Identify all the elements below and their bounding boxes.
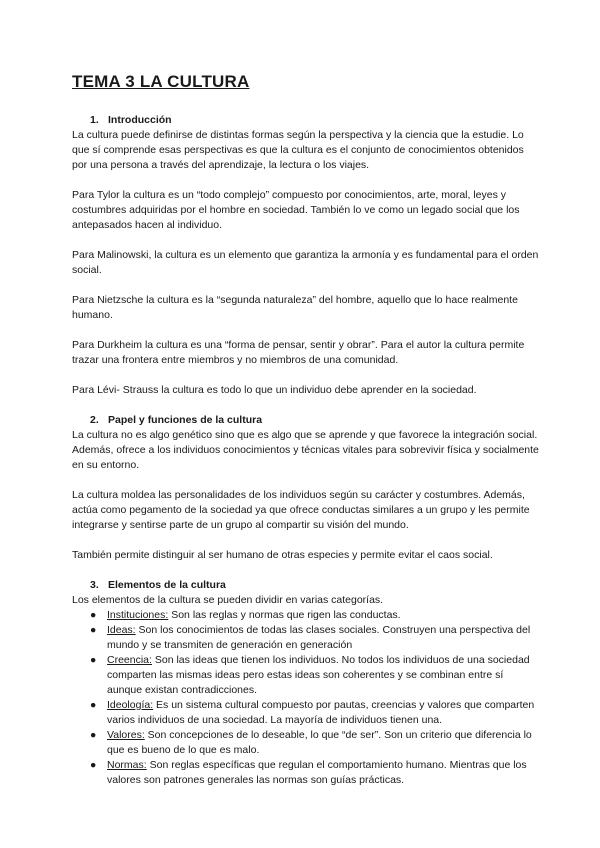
paragraph: Para Durkheim la cultura es una “forma de pensar, sentir y obrar”. Para el autor la cultura permite trazar una frontera entre miembros y no miembros de una comunidad. xyxy=(72,339,525,366)
bullet-icon: ● xyxy=(90,654,97,666)
section-papel-funciones xyxy=(72,413,540,563)
section-number: 2. xyxy=(90,414,99,426)
list-item-term: Instituciones: xyxy=(107,609,169,621)
bullet-icon: ● xyxy=(90,624,97,636)
paragraph: La cultura puede definirse de distintas formas según la perspectiva y la ciencia que la estudie. Lo que sí comprende esas perspectivas es que la cultura es el conjunto de conocimientos obtenidos por una persona a través del aprendizaje, la lectura o los viajes. xyxy=(72,129,524,171)
section-number: 1. xyxy=(90,114,99,126)
document-title: TEMA 3 LA CULTURA xyxy=(72,72,250,91)
section-heading-text: Introducción xyxy=(108,114,172,126)
list-item-term: Normas: xyxy=(107,759,147,771)
bullet-icon: ● xyxy=(90,699,97,711)
list-item xyxy=(90,728,540,758)
list-item-text: Son los conocimientos de todas las clases sociales. Construyen una perspectiva del mundo y se transmiten de generación en generación xyxy=(107,624,531,651)
paragraph: También permite distinguir al ser humano de otras especies y permite evitar el caos social. xyxy=(72,549,493,561)
list-item-text: Son las ideas que tienen los individuos. No todos los individuos de una sociedad comparten las mismas ideas pero estas ideas son coherentes y se combinan entre sí aunque existan contradicciones. xyxy=(107,654,530,696)
list-item xyxy=(90,608,540,623)
list-item-term: Ideas: xyxy=(107,624,136,636)
list-item-term: Valores: xyxy=(107,729,145,741)
section-heading xyxy=(72,578,540,593)
section-heading-text: Elementos de la cultura xyxy=(108,579,226,591)
list-item-term: Ideología: xyxy=(107,699,154,711)
bullet-icon: ● xyxy=(90,609,97,621)
bullet-icon: ● xyxy=(90,759,97,771)
section-heading-text: Papel y funciones de la cultura xyxy=(108,414,263,426)
elements-list xyxy=(72,608,540,788)
section-intro: Los elementos de la cultura se pueden dividir en varias categorías. xyxy=(72,594,384,606)
list-item-term: Creencia: xyxy=(107,654,152,666)
paragraph: Para Nietzsche la cultura es la “segunda naturaleza” del hombre, aquello que lo hace realmente humano. xyxy=(72,294,518,321)
list-item xyxy=(90,623,540,653)
list-item-text: Son concepciones de lo deseable, lo que “de ser”. Son un criterio que diferencia lo que es bueno de lo que es malo. xyxy=(107,729,532,756)
section-heading xyxy=(72,113,540,128)
list-item xyxy=(90,758,540,788)
list-item-text: Es un sistema cultural compuesto por pautas, creencias y valores que comparten varios individuos de una sociedad. La mayoría de individuos tienen una. xyxy=(107,699,535,726)
section-heading xyxy=(72,413,540,428)
section-number: 3. xyxy=(90,579,99,591)
section-introduccion xyxy=(72,113,540,398)
list-item xyxy=(90,653,540,698)
section-elementos xyxy=(72,578,540,788)
paragraph: La cultura moldea las personalidades de los individuos según su carácter y costumbres. Además, actúa como pegamento de la sociedad ya que ofrece conductas similares a un grupo y les permite integrarse y sentirse parte de un grupo al compartir su visión del mundo. xyxy=(72,489,530,531)
list-item xyxy=(90,698,540,728)
paragraph: Para Tylor la cultura es un “todo complejo” compuesto por conocimientos, arte, moral, leyes y costumbres adquiridas por el hombre en sociedad. También lo ve como un legado social que los antepasados hacen al individuo. xyxy=(72,189,520,231)
list-item-text: Son las reglas y normas que rigen las conductas. xyxy=(168,609,401,621)
paragraph: Para Malinowski, la cultura es un elemento que garantiza la armonía y es fundamental para el orden social. xyxy=(72,249,539,276)
paragraph: Para Lévi- Strauss la cultura es todo lo que un individuo debe aprender en la sociedad. xyxy=(72,384,477,396)
paragraph: La cultura no es algo genético sino que es algo que se aprende y que favorece la integración social. Además, ofrece a los individuos conocimientos y técnicas vitales para sobrevivir física y socialmente en su entorno. xyxy=(72,429,539,471)
list-item-text: Son reglas específicas que regulan el comportamiento humano. Mientras que los valores son patrones generales las normas son guías prácticas. xyxy=(107,759,527,786)
bullet-icon: ● xyxy=(90,729,97,741)
